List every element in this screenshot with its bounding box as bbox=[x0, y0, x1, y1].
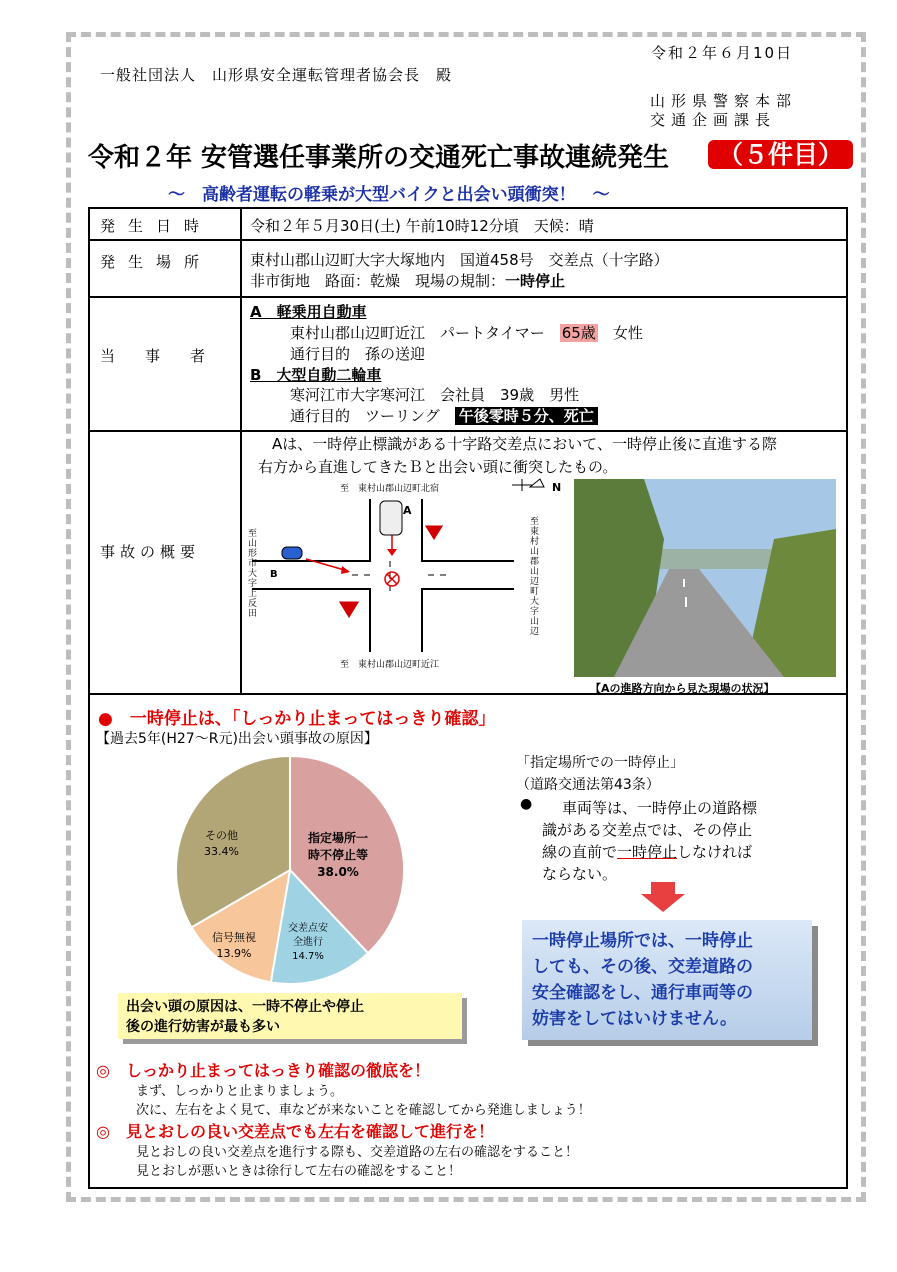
heading-bullet: ● bbox=[98, 709, 113, 729]
count-badge-text: （５件目） bbox=[708, 140, 853, 169]
sender-org: 山形県警察本部 bbox=[650, 92, 798, 110]
car-b-marker: B bbox=[270, 569, 278, 580]
party-label: 当事者 bbox=[100, 347, 236, 365]
down-arrow-icon bbox=[641, 882, 685, 912]
place-line2-text: 非市街地 路面：乾燥 現場の規制： bbox=[250, 272, 506, 290]
summary-line2: 右方から直進してきたＢと出会い頭に衝突したもの。 bbox=[258, 458, 618, 476]
pie-value-signal: 13.9% bbox=[216, 947, 252, 960]
date-value: 令和２年５月30日(土) 午前10時12分頃 天候：晴 bbox=[250, 217, 594, 235]
diagram-right-label: 至東村山郡山辺町大字山辺 bbox=[530, 517, 540, 637]
count-badge bbox=[708, 135, 853, 171]
pie-label-other bbox=[204, 828, 239, 860]
party-a-line1 bbox=[290, 322, 643, 343]
point2-heading bbox=[96, 1119, 494, 1142]
party-b-line2 bbox=[290, 405, 598, 426]
diagram-top-label: 至 東村山郡山辺町北宿 bbox=[340, 484, 440, 494]
diagram-bottom-label: 至 東村山郡山辺町近江 bbox=[340, 660, 440, 670]
summary-line1: Aは、一時停止標識がある十字路交差点において、一時停止後に直進する際 bbox=[272, 435, 777, 453]
pie-value-safe: 14.7% bbox=[292, 951, 324, 962]
party-a-heading: A 軽乗用自動車 bbox=[250, 303, 367, 321]
section-heading bbox=[98, 704, 495, 729]
pie-label-stop: 指定場所一 時不停止等 38.0% bbox=[308, 831, 369, 879]
recipient: 一般社団法人 山形県安全運転管理者協会長 殿 bbox=[100, 66, 453, 84]
row-divider bbox=[90, 430, 846, 432]
party-a-line2: 通行目的 孫の送迎 bbox=[290, 345, 426, 363]
summary-label: 事故の概要 bbox=[100, 543, 201, 561]
warning-line3: 安全確認をし、通行車両等の bbox=[532, 983, 753, 1003]
law-text1: 車両等は、一時停止の道路標 bbox=[562, 799, 758, 817]
scene-photo bbox=[574, 479, 836, 677]
place-label: 発生場所 bbox=[100, 253, 213, 271]
point2-line2: 見とおしが悪いときは徐行して左右の確認をすること！ bbox=[136, 1164, 462, 1179]
party-b-heading: B 大型自動二輪車 bbox=[250, 366, 382, 384]
pie-label-safe: 交差点安 全進行 14.7% bbox=[288, 923, 328, 962]
party-b-result: 午後零時５分、死亡 bbox=[455, 407, 598, 425]
cause-note-line1: 出会い頭の原因は、一時不停止や停止 bbox=[126, 999, 364, 1015]
pie-value-stop: 38.0% bbox=[317, 865, 359, 879]
point2-line1: 見とおしの良い交差点を進行する際も、交差道路の左右の確認をすること！ bbox=[136, 1145, 579, 1160]
place-line1: 東村山郡山辺町大字大塚地内 国道458号 交差点（十字路） bbox=[250, 251, 669, 269]
car-a-marker: A bbox=[403, 504, 412, 517]
point1-text: しっかり止まってはっきり確認の徹底を！ bbox=[125, 1061, 430, 1080]
warning-line4: 妨害をしてはいけません。 bbox=[532, 1009, 738, 1029]
pie-label-signal bbox=[212, 930, 256, 962]
point1-mark: ◎ bbox=[96, 1061, 110, 1080]
point1-line1: まず、しっかりと止まりましょう。 bbox=[136, 1084, 343, 1099]
law-text2: 識がある交差点では、その停止 bbox=[542, 821, 753, 839]
party-a-age: 65歳 bbox=[561, 324, 596, 342]
page-title: 令和２年 安管選任事業所の交通死亡事故連続発生 bbox=[88, 143, 670, 173]
law-reference: （道路交通法第43条） bbox=[516, 777, 660, 793]
law-text4: ならない。 bbox=[542, 865, 618, 883]
law-text3 bbox=[542, 841, 752, 862]
party-b-purpose: 通行目的 ツーリング bbox=[290, 407, 440, 425]
party-a-sex: 女性 bbox=[612, 324, 643, 342]
warning-line2: しても、その後、交差道路の bbox=[532, 957, 753, 977]
point1-heading bbox=[96, 1058, 430, 1081]
photo-caption: 【Aの進路方向から見た現場の状況】 bbox=[590, 682, 775, 695]
date-label: 発生日時 bbox=[100, 217, 213, 235]
pie-name-signal: 信号無視 bbox=[212, 931, 256, 944]
point2-text: 見とおしの良い交差点でも左右を確認して進行を！ bbox=[125, 1122, 494, 1141]
law-text3-prefix: 線の直前で bbox=[542, 843, 618, 861]
warning-box bbox=[522, 920, 812, 1040]
point2-mark: ◎ bbox=[96, 1122, 110, 1141]
cause-note-line2: 後の進行妨害が最も多い bbox=[126, 1019, 280, 1035]
pie-caption: 【過去5年(H27～R元)出会い頭事故の原因】 bbox=[96, 731, 378, 747]
law-text3-highlight: 一時停止 bbox=[617, 843, 678, 861]
law-text3-suffix: しなければ bbox=[677, 843, 753, 861]
pie-name-other: その他 bbox=[204, 829, 238, 842]
place-line2 bbox=[250, 270, 565, 291]
sender-division: 交通企画課長 bbox=[650, 111, 777, 129]
law-bullet: ● bbox=[520, 796, 533, 812]
issue-date: 令和２年６月10日 bbox=[651, 44, 794, 62]
law-title: 「指定場所での一時停止」 bbox=[516, 755, 684, 771]
party-b-line1: 寒河江市大字寒河江 会社員 39歳 男性 bbox=[290, 386, 580, 404]
diagram-left-label: 至山形市大字上反田 bbox=[248, 529, 258, 619]
incident-table bbox=[88, 207, 848, 695]
place-regulation: 一時停止 bbox=[505, 272, 566, 290]
north-marker: N bbox=[552, 481, 562, 494]
page-subtitle: ～ 高齢者運転の軽乗が大型バイクと出会い頭衝突！ ～ bbox=[168, 185, 610, 205]
row-divider bbox=[90, 296, 846, 298]
row-divider bbox=[90, 239, 846, 241]
point1-line2: 次に、左右をよく見て、車などが来ないことを確認してから発進しましょう！ bbox=[136, 1103, 591, 1118]
party-a-info: 東村山郡山辺町近江 パートタイマー bbox=[290, 324, 545, 342]
warning-line1: 一時停止場所では、一時停止 bbox=[532, 931, 753, 951]
pie-value-other: 33.4% bbox=[204, 845, 239, 858]
heading-text: 一時停止は、「しっかり止まってはっきり確認」 bbox=[129, 709, 496, 729]
cause-note-box bbox=[118, 993, 462, 1039]
